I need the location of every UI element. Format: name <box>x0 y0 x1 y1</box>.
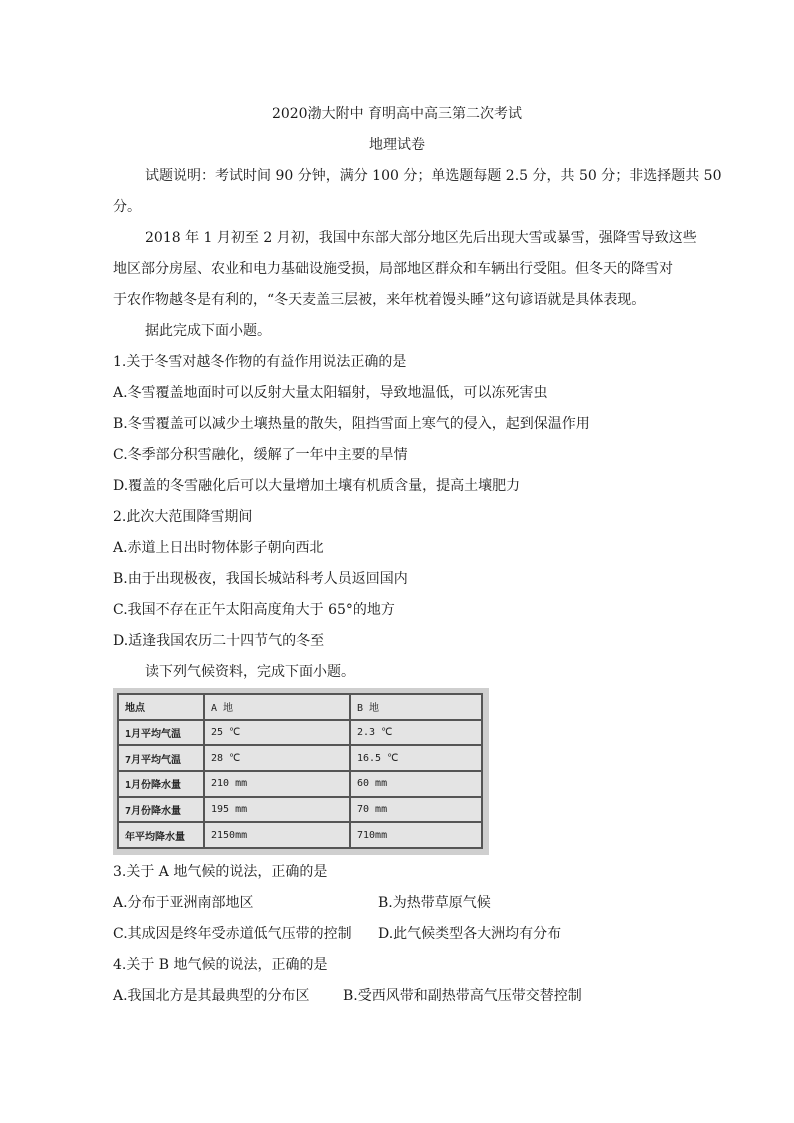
intro-line-1: 试题说明：考试时间 90 分钟，满分 100 分；单选题每题 2.5 分，共 50 分；非选择题共 50 <box>145 168 722 184</box>
table-cell: 210 mm <box>204 771 350 797</box>
exam-subtitle: 地理试卷 <box>369 137 425 153</box>
q2-stem: 2.此次大范围降雪期间 <box>113 509 253 525</box>
exam-title: 2020渤大附中 育明高中高三第二次考试 <box>271 106 523 122</box>
table-row <box>118 797 482 823</box>
q1-option-d: D.覆盖的冬雪融化后可以大量增加土壤有机质含量，提高土壤肥力 <box>113 478 521 494</box>
q3-option-b: B.为热带草原气候 <box>378 895 491 911</box>
table-cell: 60 mm <box>350 771 482 797</box>
table-cell: 2.3 ℃ <box>350 720 482 746</box>
table-cell: 28 ℃ <box>204 745 350 771</box>
passage1-line-3: 于农作物越冬是有利的，“冬天麦盖三层被，来年枕着馒头睡”这句谚语就是具体表现。 <box>113 292 646 308</box>
intro-line-2: 分。 <box>113 199 141 215</box>
table-cell: 16.5 ℃ <box>350 745 482 771</box>
table-header-cell: 地点 <box>118 694 204 720</box>
passage1-prompt: 据此完成下面小题。 <box>145 323 271 339</box>
table-cell: 7月平均气温 <box>118 745 204 771</box>
q1-option-b: B.冬雪覆盖可以减少土壤热量的散失，阻挡雪面上寒气的侵入，起到保温作用 <box>113 416 590 432</box>
q4-option-a: A.我国北方是其最典型的分布区 <box>113 988 310 1004</box>
q1-option-a: A.冬雪覆盖地面时可以反射大量太阳辐射，导致地温低，可以冻死害虫 <box>113 385 548 401</box>
passage1-line-2: 地区部分房屋、农业和电力基础设施受损，局部地区群众和车辆出行受阻。但冬天的降雪对 <box>113 261 673 277</box>
table-cell: 710mm <box>350 822 482 848</box>
q2-option-d: D.适逢我国农历二十四节气的冬至 <box>113 633 325 649</box>
q3-option-a: A.分布于亚洲南部地区 <box>113 895 254 911</box>
table-header-cell: B 地 <box>350 694 482 720</box>
q2-option-a: A.赤道上日出时物体影子朝向西北 <box>113 540 324 556</box>
table-row <box>118 745 482 771</box>
table-cell: 195 mm <box>204 797 350 823</box>
table-header-row <box>118 694 482 720</box>
table-cell: 年平均降水量 <box>118 822 204 848</box>
climate-table <box>117 693 483 849</box>
table-row <box>118 822 482 848</box>
q3-option-c: C.其成因是终年受赤道低气压带的控制 <box>113 926 352 942</box>
table-cell: 1月份降水量 <box>118 771 204 797</box>
climate-table-image <box>113 688 489 855</box>
table-row <box>118 771 482 797</box>
table-header-cell: A 地 <box>204 694 350 720</box>
table-cell: 70 mm <box>350 797 482 823</box>
q2-option-b: B.由于出现极夜，我国长城站科考人员返回国内 <box>113 571 408 587</box>
q1-option-c: C.冬季部分积雪融化，缓解了一年中主要的旱情 <box>113 447 408 463</box>
q3-option-d: D.此气候类型各大洲均有分布 <box>378 926 562 942</box>
q2-option-c: C.我国不存在正午太阳高度角大于 65°的地方 <box>113 602 395 618</box>
passage2-prompt: 读下列气候资料，完成下面小题。 <box>145 664 355 680</box>
q4-stem: 4.关于 B 地气候的说法，正确的是 <box>113 957 328 973</box>
table-cell: 1月平均气温 <box>118 720 204 746</box>
table-row <box>118 720 482 746</box>
q3-stem: 3.关于 A 地气候的说法，正确的是 <box>113 864 328 880</box>
q4-option-b: B.受西风带和副热带高气压带交替控制 <box>343 988 582 1004</box>
table-cell: 2150mm <box>204 822 350 848</box>
q1-stem: 1.关于冬雪对越冬作物的有益作用说法正确的是 <box>113 354 407 370</box>
table-cell: 25 ℃ <box>204 720 350 746</box>
passage1-line-1: 2018 年 1 月初至 2 月初，我国中东部大部分地区先后出现大雪或暴雪，强降雪导致这些 <box>145 230 697 246</box>
table-cell: 7月份降水量 <box>118 797 204 823</box>
